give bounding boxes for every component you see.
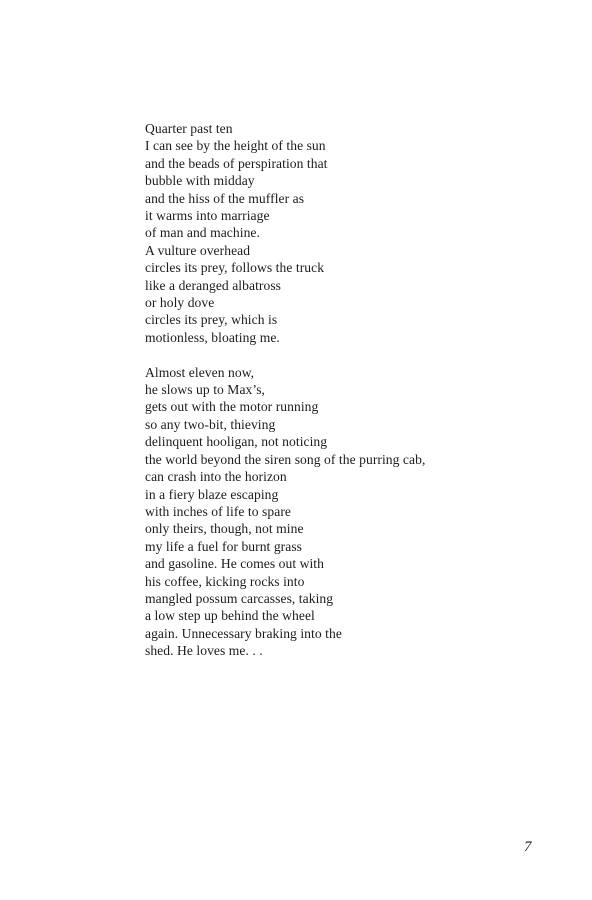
poem-line: and the hiss of the muffler as: [145, 190, 305, 206]
poem-line: it warms into marriage: [145, 208, 270, 224]
poem-line: and gasoline. He comes out with: [145, 556, 324, 572]
poem-line: only theirs, though, not mine: [145, 521, 304, 537]
poem-line: his coffee, kicking rocks into: [145, 573, 305, 589]
poem-line: circles its prey, follows the truck: [145, 260, 325, 276]
poem-line: A vulture overhead: [145, 242, 251, 258]
poem-line: Almost eleven now,: [145, 364, 255, 380]
poem-line: in a fiery blaze escaping: [145, 486, 279, 502]
poem-line: he slows up to Max’s,: [145, 382, 265, 398]
poem-line: can crash into the horizon: [145, 469, 287, 485]
poem-line: again. Unnecessary braking into the: [145, 625, 342, 641]
poem-line: with inches of life to spare: [145, 503, 291, 519]
poem-line: delinquent hooligan, not noticing: [145, 434, 328, 450]
poem-line: a low step up behind the wheel: [145, 608, 315, 624]
poem-line: of man and machine.: [145, 225, 260, 241]
poem-line: or holy dove: [145, 295, 215, 311]
poem-line: the world beyond the siren song of the purring cab,: [145, 451, 426, 467]
poem-body: [145, 120, 565, 660]
poem-line: bubble with midday: [145, 173, 255, 189]
poem-line: so any two-bit, thieving: [145, 416, 276, 432]
poem-line: and the beads of perspiration that: [145, 155, 328, 171]
poem-line: I can see by the height of the sun: [145, 138, 326, 154]
poem-line: circles its prey, which is: [145, 312, 278, 328]
poem-line: my life a fuel for burnt grass: [145, 538, 303, 554]
poem-line: motionless, bloating me.: [145, 329, 280, 345]
poem-line: shed. He loves me. . .: [145, 643, 263, 659]
poem-line: mangled possum carcasses, taking: [145, 590, 334, 606]
page-number: 7: [524, 839, 532, 855]
poem-line: like a deranged albatross: [145, 277, 281, 293]
stanza-2: [145, 364, 565, 660]
stanza-1: [145, 120, 565, 346]
poem-line: gets out with the motor running: [145, 399, 319, 415]
poem-line: Quarter past ten: [145, 121, 233, 136]
